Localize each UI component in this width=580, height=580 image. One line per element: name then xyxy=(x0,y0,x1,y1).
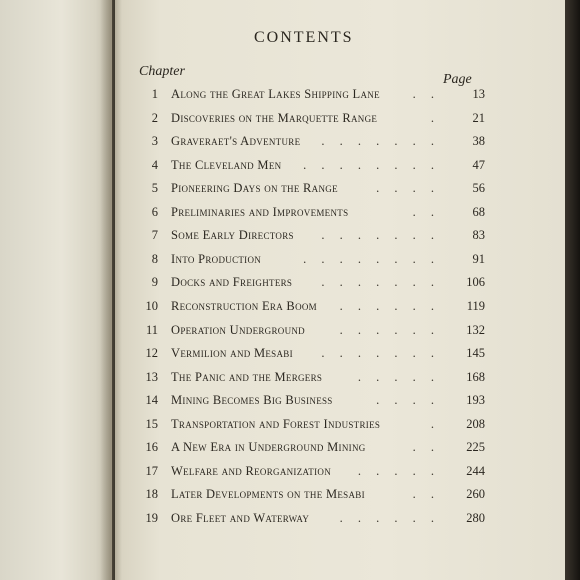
page-number: 145 xyxy=(466,346,485,361)
chapter-title: The Panic and the Mergers xyxy=(171,369,323,384)
page-title: CONTENTS xyxy=(254,29,354,46)
chapter-title: A New Era in Underground Mining xyxy=(171,440,366,455)
page-number: 38 xyxy=(472,134,485,149)
dot-leader: . . . . . . . xyxy=(321,275,440,290)
chapter-title: Reconstruction Era Boom xyxy=(171,298,317,313)
toc-entry xyxy=(133,84,485,106)
chapter-title: Some Early Directors xyxy=(171,228,294,243)
page-number: 56 xyxy=(472,181,485,196)
dot-leader: . . . . xyxy=(376,393,440,408)
dot-leader: . xyxy=(430,416,440,431)
chapter-title: Welfare and Reorganization xyxy=(171,463,332,478)
chapter-number: 11 xyxy=(145,322,158,337)
toc-entry xyxy=(133,108,485,130)
chapter-number: 13 xyxy=(145,369,158,384)
page-number: 260 xyxy=(466,487,485,502)
chapter-title: Ore Fleet and Waterway xyxy=(171,510,310,525)
toc-entry xyxy=(133,296,485,318)
page-number: 244 xyxy=(466,463,485,478)
toc-entry xyxy=(133,225,485,247)
chapter-number: 9 xyxy=(151,275,158,290)
chapter-title: Into Production xyxy=(171,251,262,266)
page-number: 132 xyxy=(466,322,485,337)
dot-leader: . . xyxy=(412,204,440,219)
toc-entry xyxy=(133,414,485,436)
toc-entry xyxy=(133,461,485,483)
chapter-title: The Cleveland Men xyxy=(171,157,282,172)
dot-leader: . . xyxy=(412,440,440,455)
toc-entry xyxy=(133,131,485,153)
page-number: 119 xyxy=(466,298,485,313)
dot-leader: . . . . . . . xyxy=(321,346,440,361)
chapter-title: Preliminaries and Improvements xyxy=(171,204,349,219)
chapter-title: Along the Great Lakes Shipping Lane xyxy=(171,87,380,101)
chapter-title: Later Developments on the Mesabi xyxy=(171,487,365,502)
toc-entry xyxy=(133,249,485,271)
dot-leader: . . . . . . . xyxy=(321,228,440,243)
page-number: 13 xyxy=(472,87,485,101)
toc-entry xyxy=(133,367,485,389)
dot-leader: . . . . . . . . xyxy=(303,157,440,172)
chapter-number: 10 xyxy=(145,298,158,313)
dot-leader: . . . . . . . xyxy=(321,134,440,149)
dot-leader: . . . . . . xyxy=(339,510,440,525)
dot-leader: . xyxy=(430,110,440,125)
chapter-number: 6 xyxy=(151,204,158,219)
chapter-number: 5 xyxy=(151,181,158,196)
chapter-number: 3 xyxy=(151,134,158,149)
chapter-number: 16 xyxy=(145,440,158,455)
page-number: 106 xyxy=(466,275,485,290)
chapter-number: 8 xyxy=(151,251,158,266)
toc-entry xyxy=(133,437,485,459)
page-number: 83 xyxy=(472,228,485,243)
page-number: 208 xyxy=(466,416,485,431)
chapter-number: 1 xyxy=(151,87,158,101)
page-column-header: Page xyxy=(443,72,472,87)
chapter-number: 19 xyxy=(145,510,158,525)
page-number: 168 xyxy=(466,369,485,384)
chapter-number: 14 xyxy=(145,393,158,408)
toc-entry xyxy=(133,390,485,412)
chapter-column-header: Chapter xyxy=(139,64,185,79)
dot-leader: . . . . xyxy=(376,181,440,196)
chapter-number: 2 xyxy=(151,110,158,125)
chapter-number: 15 xyxy=(145,416,158,431)
chapter-title: Transportation and Forest Industries xyxy=(171,416,381,431)
dot-leader: . . . . . xyxy=(357,369,440,384)
page-number: 47 xyxy=(472,157,485,172)
chapter-number: 4 xyxy=(151,157,158,172)
chapter-number: 18 xyxy=(145,487,158,502)
dot-leader: . . . . . xyxy=(357,463,440,478)
dot-leader: . . . . . . . . xyxy=(303,251,440,266)
chapter-title: Vermilion and Mesabi xyxy=(171,346,293,361)
chapter-number: 12 xyxy=(145,346,158,361)
page-number: 68 xyxy=(472,204,485,219)
toc-entry xyxy=(133,202,485,224)
toc-entry xyxy=(133,508,485,530)
chapter-title: Docks and Freighters xyxy=(171,275,293,290)
toc-entry xyxy=(133,155,485,177)
chapter-title: Graveraet's Adventure xyxy=(171,134,301,149)
page-number: 21 xyxy=(472,110,485,125)
page-number: 225 xyxy=(466,440,485,455)
chapter-title: Pioneering Days on the Range xyxy=(171,181,338,196)
dot-leader: . . xyxy=(412,87,440,101)
chapter-number: 17 xyxy=(145,463,158,478)
chapter-title: Operation Underground xyxy=(171,322,305,337)
toc-entry xyxy=(133,272,485,294)
dot-leader: . . xyxy=(412,487,440,502)
chapter-number: 7 xyxy=(151,228,158,243)
toc-entry xyxy=(133,484,485,506)
toc-entry xyxy=(133,178,485,200)
page-number: 280 xyxy=(466,510,485,525)
page-number: 193 xyxy=(466,393,485,408)
page-number: 91 xyxy=(472,251,485,266)
dot-leader: . . . . . . xyxy=(339,298,440,313)
chapter-title: Mining Becomes Big Business xyxy=(171,393,333,408)
toc-entry xyxy=(133,343,485,365)
toc-entry xyxy=(133,320,485,342)
chapter-title: Discoveries on the Marquette Range xyxy=(171,110,378,125)
dot-leader: . . . . . . xyxy=(339,322,440,337)
